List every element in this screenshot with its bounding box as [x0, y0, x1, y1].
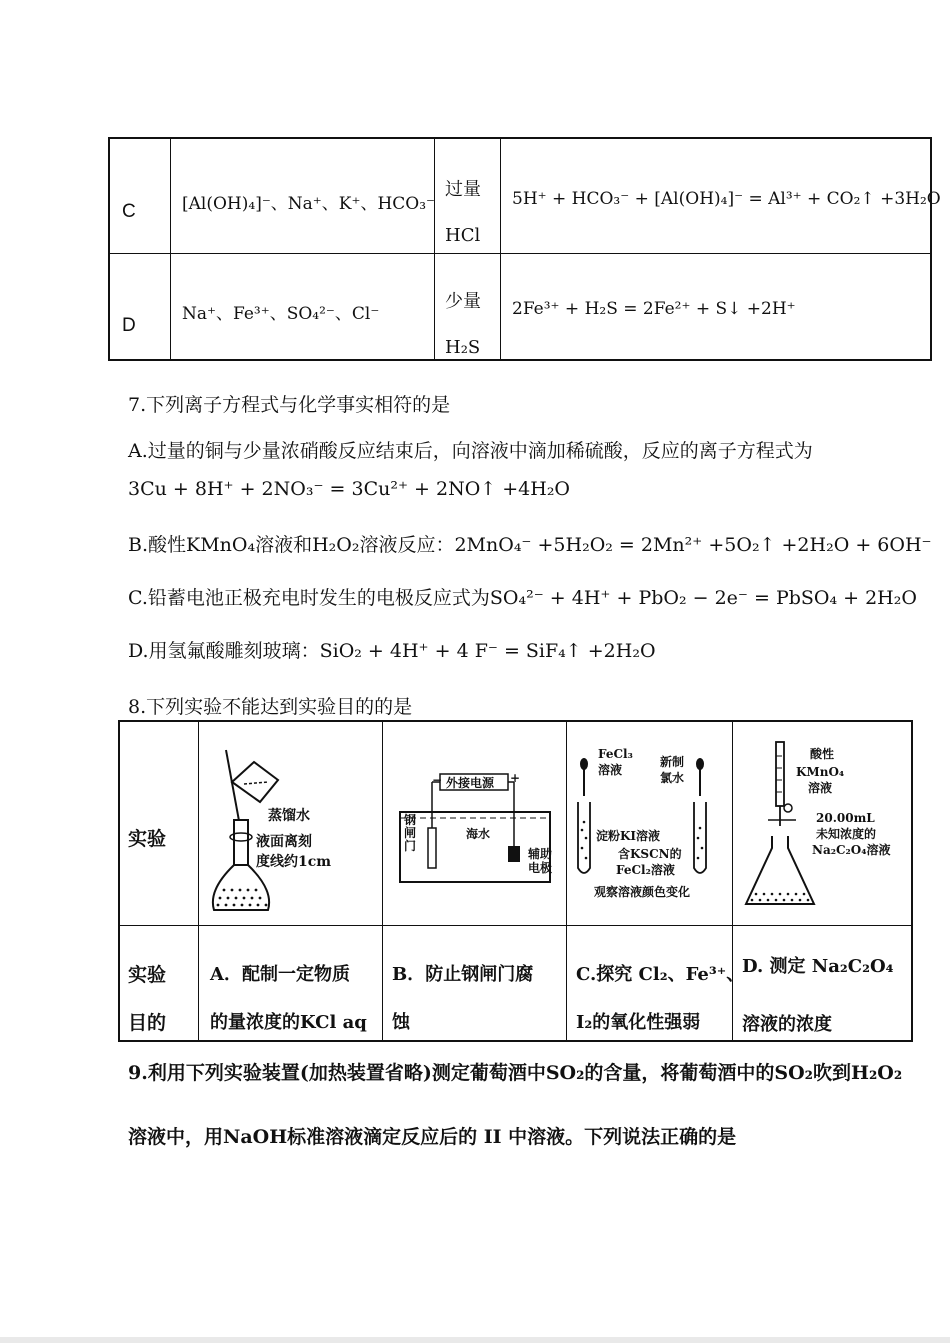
exp-d-label-5: 未知浓度的: [816, 827, 877, 841]
row-c-label: C: [122, 201, 136, 222]
purpose-c-2: I₂的氧化性强弱: [576, 1012, 701, 1033]
ion-table: [108, 137, 941, 361]
row-c-reagent-1: 过量: [445, 179, 481, 200]
exp-d-label-4: 20.00mL: [816, 811, 875, 825]
exp-b-plus: +: [510, 771, 521, 785]
row-d-equation: 2Fe³⁺ + H₂S = 2Fe²⁺ + S↓ +2H⁺: [512, 299, 796, 319]
exp-c-chlorine-2: 氯水: [660, 771, 685, 785]
purpose-a-1: A．配制一定物质: [210, 964, 350, 985]
purpose-d-1: D. 测定 Na₂C₂O₄: [742, 956, 894, 977]
exp-b-power-label: 外接电源: [446, 776, 495, 790]
row-c-reagent-2: HCl: [445, 225, 481, 246]
row-c-ions: [Al(OH)₄]⁻、Na⁺、K⁺、HCO₃⁻: [182, 194, 436, 214]
exp-b-minus: −: [432, 773, 443, 787]
row-d-label: D: [122, 315, 136, 336]
exp-a-label-3: 度线约1cm: [256, 854, 332, 870]
q7-option-c: C.铅蓄电池正极充电时发生的电极反应式为SO₄²⁻ + 4H⁺ + PbO₂ − 2e⁻ = PbSO₄ + 2H₂O: [128, 587, 917, 609]
exp-c-fecl3-2: 溶液: [598, 763, 623, 777]
exp-c-mid-3: FeCl₂溶液: [616, 863, 675, 877]
exp-d-label-3: 溶液: [808, 781, 833, 795]
exp-d-label-2: KMnO₄: [796, 765, 845, 779]
row-experiment-header: 实验: [128, 828, 167, 850]
q7-option-a-line2: 3Cu + 8H⁺ + 2NO₃⁻ = 3Cu²⁺ + 2NO↑ +4H₂O: [128, 478, 571, 500]
purpose-d-2: 溶液的浓度: [742, 1014, 832, 1035]
exp-b-aux-label-2: 电极: [528, 861, 553, 875]
q8-stem: 8.下列实验不能达到实验目的的是: [128, 696, 413, 718]
purpose-c-1: C.探究 Cl₂、Fe³⁺、: [576, 964, 745, 985]
scan-edge: [0, 1337, 950, 1343]
exp-a-label-2: 液面离刻: [256, 834, 312, 850]
exp-b-water-label: 海水: [466, 827, 491, 841]
exp-c-chlorine-1: 新制: [660, 755, 685, 769]
experiment-table: [118, 720, 913, 1042]
exp-c-mid-1: 淀粉KI溶液: [596, 829, 661, 843]
exp-b-gate-label: 钢闸门: [404, 813, 417, 853]
q7-stem: 7.下列离子方程式与化学事实相符的是: [128, 394, 451, 416]
purpose-a-2: 的量浓度的KCl aq: [210, 1012, 367, 1033]
row-purpose-header-2: 目的: [128, 1012, 167, 1034]
q7-option-a-line1: A.过量的铜与少量浓硝酸反应结束后，向溶液中滴加稀硫酸，反应的离子方程式为: [128, 440, 813, 462]
row-purpose-header-1: 实验: [128, 964, 167, 986]
purpose-b-1: B．防止钢闸门腐: [392, 964, 534, 985]
exp-d-label-6: Na₂C₂O₄溶液: [812, 843, 891, 857]
row-d-reagent-2: H₂S: [445, 337, 481, 358]
exp-c-fecl3-1: FeCl₃: [598, 747, 633, 761]
exp-b-aux-label-1: 辅助: [528, 847, 553, 861]
exp-c-mid-2: 含KSCN的: [618, 847, 682, 861]
q9-line1: 9.利用下列实验装置(加热装置省略)测定葡萄酒中SO₂的含量，将葡萄酒中的SO₂吹到H₂O₂: [128, 1062, 903, 1084]
exp-c-caption: 观察溶液颜色变化: [594, 885, 691, 899]
q9-line2: 溶液中，用NaOH标准溶液滴定反应后的 II 中溶液。下列说法正确的是: [128, 1126, 737, 1148]
volumetric-flask-diagram: [204, 740, 324, 910]
row-d-ions: Na⁺、Fe³⁺、SO₄²⁻、Cl⁻: [182, 304, 380, 324]
purpose-b-2: 蚀: [392, 1012, 410, 1033]
exp-a-label-water: 蒸馏水: [268, 808, 310, 824]
exp-d-label-1: 酸性: [810, 747, 835, 761]
q7-option-d: D.用氢氟酸雕刻玻璃：SiO₂ + 4H⁺ + 4 F⁻ = SiF₄↑ +2H₂O: [128, 640, 656, 662]
q7-option-b: B.酸性KMnO₄溶液和H₂O₂溶液反应：2MnO₄⁻ +5H₂O₂ = 2Mn²⁺ +5O₂↑ +2H₂O + 6OH⁻: [128, 534, 932, 556]
row-c-equation: 5H⁺ + HCO₃⁻ + [Al(OH)₄]⁻ = Al³⁺ + CO₂↑ +3H₂O: [512, 189, 941, 209]
row-d-reagent-1: 少量: [445, 291, 481, 312]
